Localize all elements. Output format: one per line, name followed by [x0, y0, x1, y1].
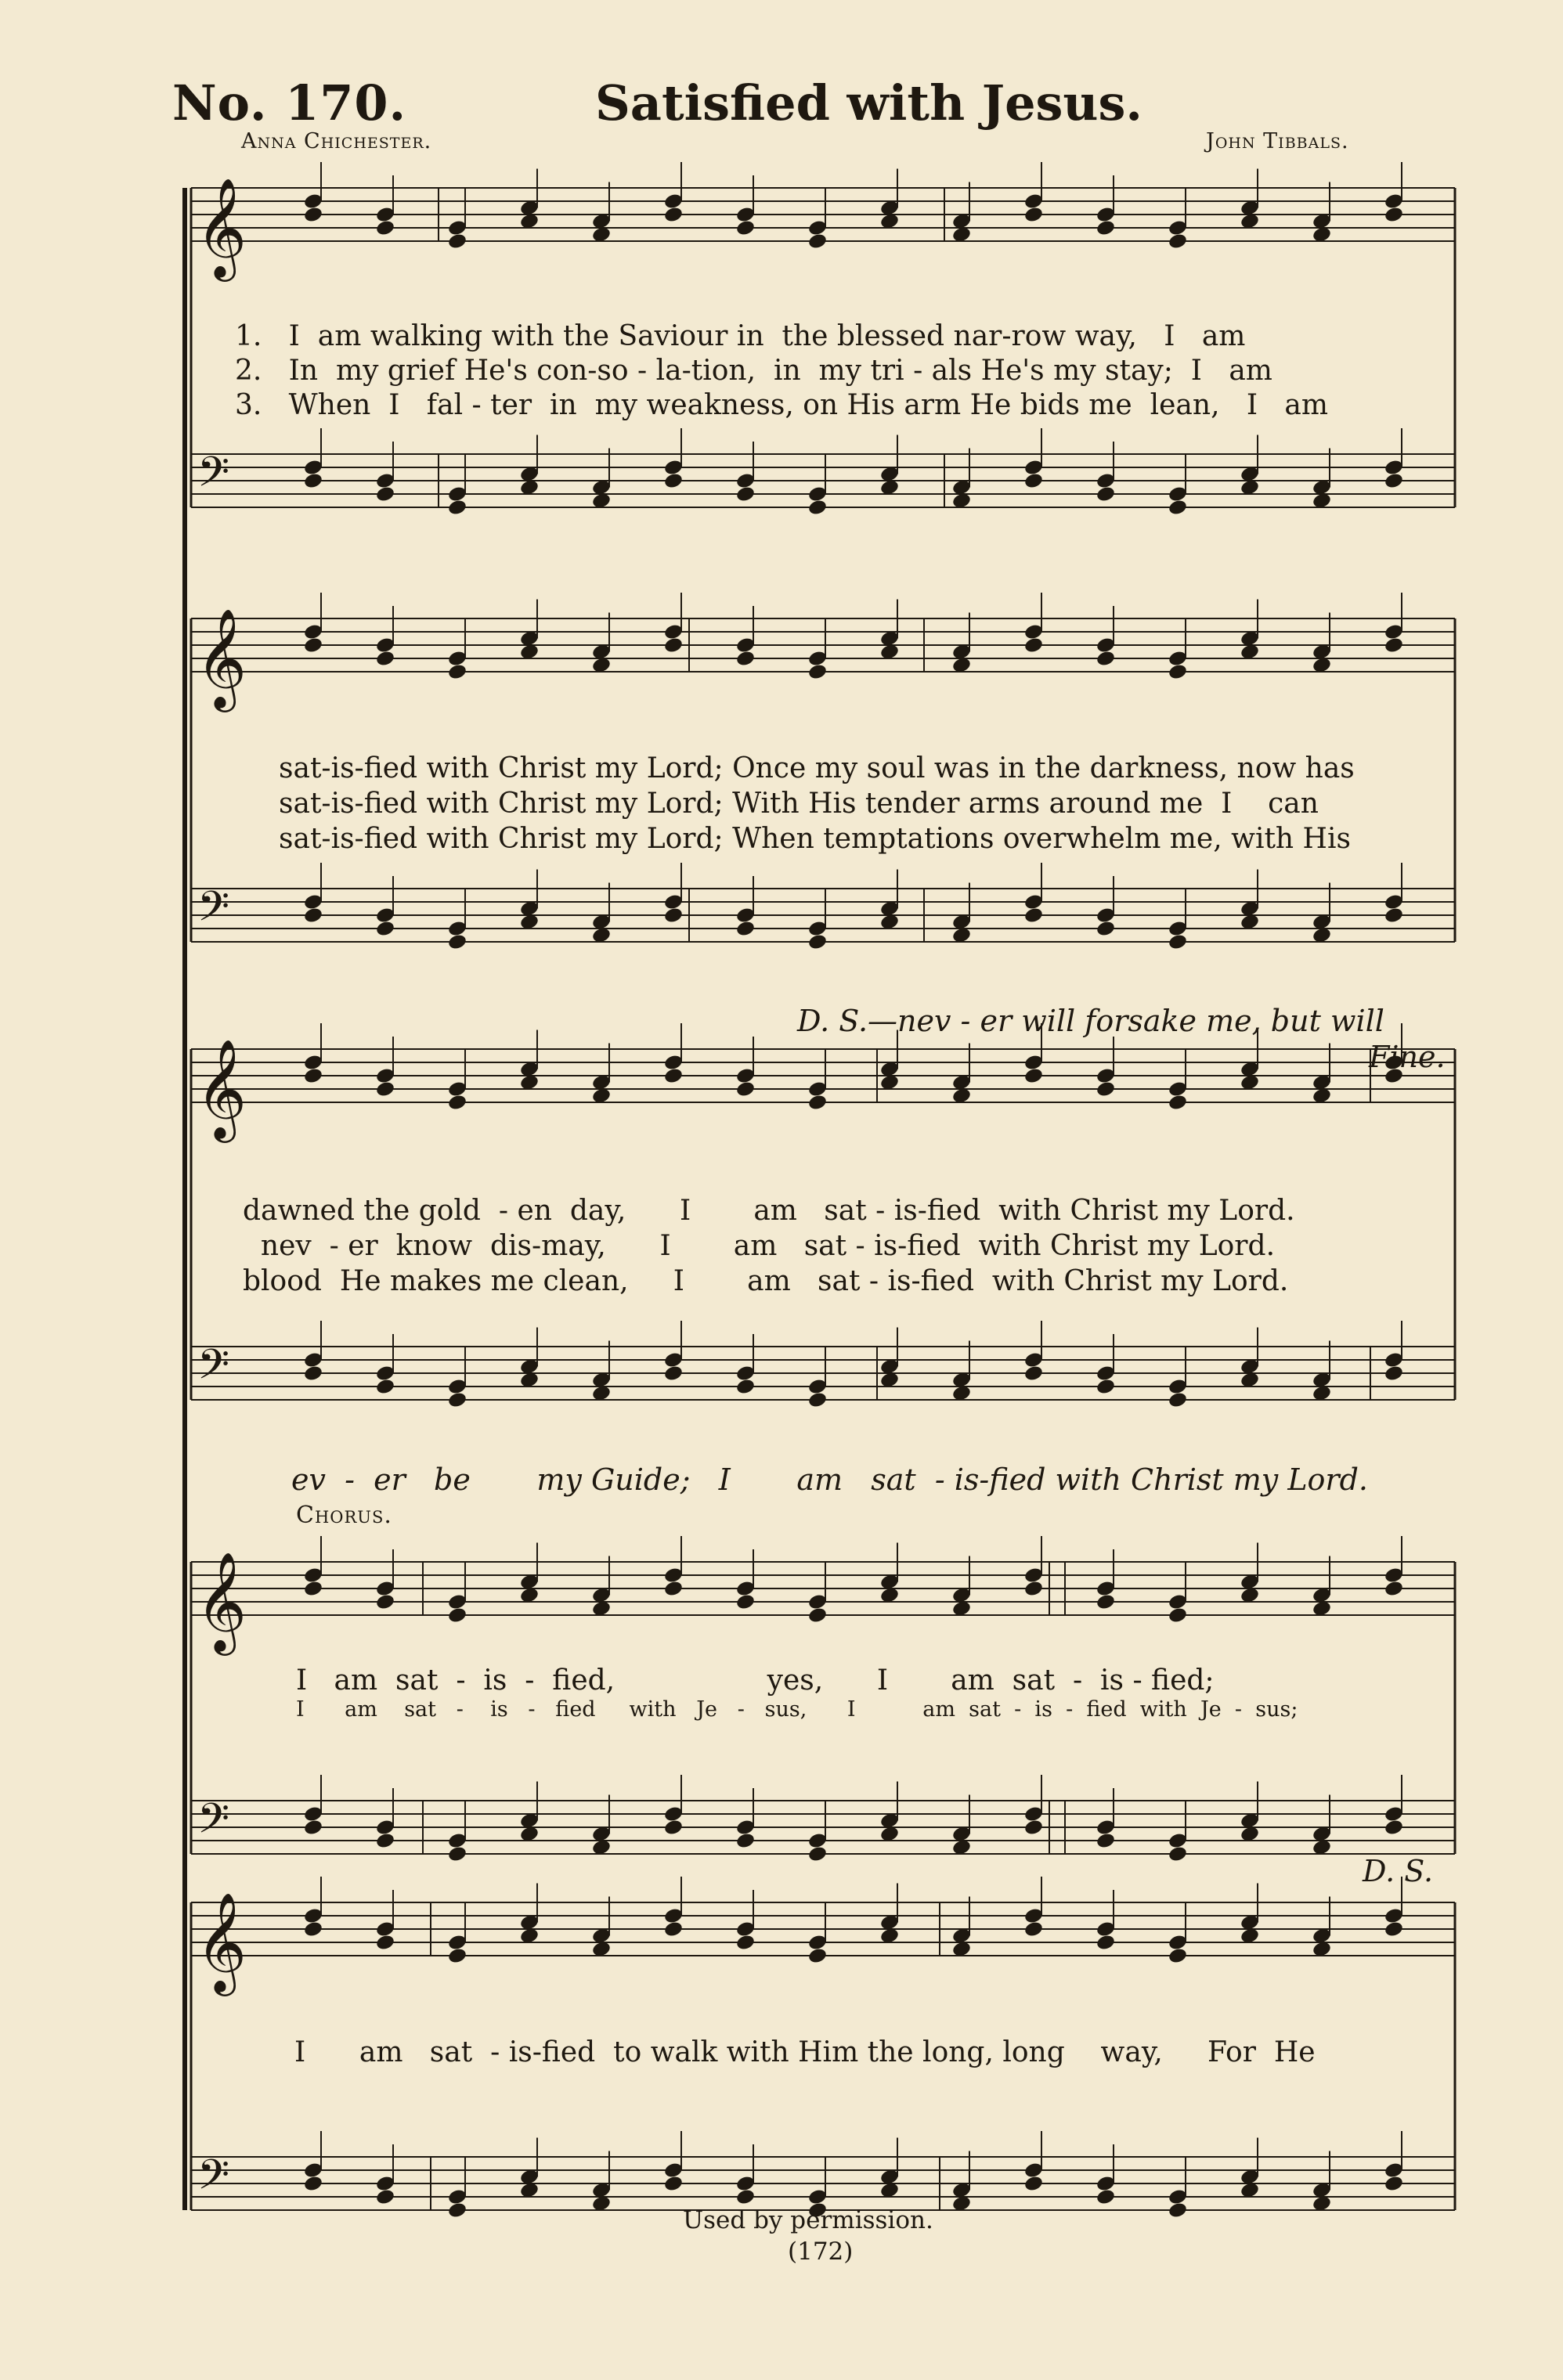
verse-1-line-3: dawned the gold - en day, I am sat - is-fied with Christ my Lord.	[243, 1195, 1295, 1227]
treble-note	[1096, 219, 1116, 237]
bass-note	[1168, 499, 1188, 517]
bass-note	[735, 1378, 756, 1396]
bass-note	[1168, 933, 1188, 951]
bass-note	[447, 933, 467, 951]
treble-clef-icon: 𝄞	[196, 1551, 247, 1651]
permission-note: Used by permission.	[683, 2206, 933, 2234]
treble-note	[663, 1067, 684, 1085]
treble-note	[1384, 206, 1404, 224]
bass-note	[1384, 907, 1404, 925]
treble-note	[375, 219, 395, 237]
treble-note	[1023, 1920, 1044, 1938]
treble-note	[447, 233, 467, 251]
bass-clef-icon: 𝄢	[197, 1341, 230, 1399]
treble-note	[1384, 1920, 1404, 1938]
treble-note	[303, 1067, 323, 1085]
bass-note	[1096, 1832, 1116, 1850]
treble-note	[1023, 206, 1044, 224]
treble-note	[735, 219, 756, 237]
treble-note	[1168, 663, 1188, 681]
treble-note	[303, 1920, 323, 1938]
bass-note	[303, 2175, 323, 2193]
treble-note	[447, 663, 467, 681]
treble-note	[1168, 233, 1188, 251]
bass-note	[303, 907, 323, 925]
bass-note	[303, 1819, 323, 1837]
bass-note	[375, 1832, 395, 1850]
treble-note	[303, 1580, 323, 1598]
bass-clef-icon: 𝄢	[197, 449, 230, 507]
treble-clef-icon: 𝄞	[196, 177, 247, 277]
treble-note	[1168, 1947, 1188, 1965]
bass-note	[447, 2202, 467, 2220]
treble-note	[303, 636, 323, 654]
chorus-label: Chorus.	[296, 1502, 392, 1529]
bass-note	[375, 2188, 395, 2206]
treble-note	[1384, 1580, 1404, 1598]
verse-3-line-3: blood He makes me clean, I am sat - is-fied with Christ my Lord.	[243, 1265, 1289, 1297]
verse-1-line-1: 1. I am walking with the Saviour in the blessed nar-row way, I am	[235, 320, 1246, 352]
bass-note	[1384, 1819, 1404, 1837]
treble-note	[1023, 1067, 1044, 1085]
bass-note	[735, 920, 756, 938]
bass-note	[1096, 2188, 1116, 2206]
bass-note	[663, 1819, 684, 1837]
treble-note	[1023, 1580, 1044, 1598]
fine-marker: Fine.	[1369, 1040, 1446, 1074]
bass-note	[663, 907, 684, 925]
treble-note	[663, 636, 684, 654]
treble-note	[375, 1080, 395, 1098]
ds-refrain-line-1: D. S.—nev - er will forsake me, but will	[797, 1004, 1384, 1038]
hymn-number: No. 170.	[172, 74, 407, 132]
treble-note	[1168, 1606, 1188, 1625]
treble-note	[663, 1920, 684, 1938]
author-credit: Anna Chichester.	[241, 129, 432, 153]
treble-note	[375, 1593, 395, 1611]
bass-note	[1168, 1391, 1188, 1409]
bass-note	[1384, 2175, 1404, 2193]
chorus-last-lyric: I am sat - is-fied to walk with Him the long, long way, For He	[294, 2036, 1316, 2068]
treble-note	[807, 1094, 828, 1112]
treble-note	[1384, 636, 1404, 654]
bass-note	[303, 1365, 323, 1383]
bass-note	[1384, 472, 1404, 490]
bass-clef-icon: 𝄢	[197, 883, 230, 941]
bass-note	[1168, 2202, 1188, 2220]
composer-credit: John Tibbals.	[1206, 129, 1349, 153]
bass-note	[663, 2175, 684, 2193]
bass-note	[807, 1845, 828, 1863]
page-number: (172)	[788, 2238, 854, 2266]
treble-note	[1096, 1934, 1116, 1952]
ds-marker: D. S.	[1363, 1854, 1434, 1888]
treble-note	[1023, 636, 1044, 654]
bass-note	[663, 472, 684, 490]
bass-note	[1023, 472, 1044, 490]
treble-clef-icon: 𝄞	[196, 608, 247, 708]
bass-note	[375, 485, 395, 503]
bass-note	[807, 1391, 828, 1409]
treble-note	[663, 1580, 684, 1598]
treble-note	[1096, 1593, 1116, 1611]
treble-note	[303, 206, 323, 224]
bass-note	[375, 920, 395, 938]
bass-note	[1023, 1819, 1044, 1837]
treble-note	[1168, 1094, 1188, 1112]
treble-note	[735, 650, 756, 668]
treble-note	[807, 1606, 828, 1625]
treble-clef-icon: 𝄞	[196, 1038, 247, 1138]
bass-note	[1168, 1845, 1188, 1863]
bass-note	[1384, 1365, 1404, 1383]
bass-note	[735, 1832, 756, 1850]
bass-note	[303, 472, 323, 490]
bass-note	[1023, 2175, 1044, 2193]
treble-note	[807, 233, 828, 251]
verse-2-line-1: 2. In my grief He's con-so - la-tion, in my tri - als He's my stay; I am	[235, 355, 1272, 387]
treble-note	[735, 1080, 756, 1098]
bass-note	[735, 2188, 756, 2206]
bass-note	[735, 485, 756, 503]
ds-refrain-line-2: ev - er be my Guide; I am sat - is-fied with Christ my Lord.	[291, 1462, 1368, 1497]
bass-note	[663, 1365, 684, 1383]
treble-note	[447, 1947, 467, 1965]
treble-note	[735, 1593, 756, 1611]
verse-3-line-1: 3. When I fal - ter in my weakness, on His arm He bids me lean, I am	[235, 389, 1329, 421]
treble-note	[1096, 1080, 1116, 1098]
bass-note	[1096, 485, 1116, 503]
bass-clef-icon: 𝄢	[197, 2151, 230, 2209]
treble-note	[807, 1947, 828, 1965]
treble-note	[447, 1606, 467, 1625]
chorus-bass-lyric: I am sat - is - fied with Je - sus, I am sat - is - fied with Je - sus;	[296, 1697, 1298, 1722]
verse-2-line-3: nev - er know dis-may, I am sat - is-fied with Christ my Lord.	[243, 1230, 1276, 1262]
treble-note	[447, 1094, 467, 1112]
bass-note	[807, 499, 828, 517]
bass-clef-icon: 𝄢	[197, 1795, 230, 1853]
bass-note	[1096, 920, 1116, 938]
treble-note	[375, 650, 395, 668]
treble-note	[375, 1934, 395, 1952]
verse-3-line-2: sat-is-fied with Christ my Lord; When temptations overwhelm me, with His	[279, 823, 1351, 855]
treble-note	[1096, 650, 1116, 668]
bass-note	[1096, 1378, 1116, 1396]
treble-note	[807, 663, 828, 681]
treble-note	[735, 1934, 756, 1952]
bass-note	[1023, 907, 1044, 925]
bass-note	[447, 1845, 467, 1863]
verse-1-line-2: sat-is-fied with Christ my Lord; Once my soul was in the darkness, now has	[279, 752, 1355, 784]
hymn-title: Satisfied with Jesus.	[595, 74, 1142, 132]
bass-note	[807, 933, 828, 951]
verse-2-line-2: sat-is-fied with Christ my Lord; With His tender arms around me I can	[279, 788, 1319, 820]
chorus-treble-lyric: I am sat - is - fied, yes, I am sat - is - fied;	[296, 1664, 1215, 1697]
treble-clef-icon: 𝄞	[196, 1891, 247, 1992]
bass-note	[1023, 1365, 1044, 1383]
bass-note	[447, 499, 467, 517]
bass-note	[375, 1378, 395, 1396]
treble-note	[663, 206, 684, 224]
bass-note	[447, 1391, 467, 1409]
